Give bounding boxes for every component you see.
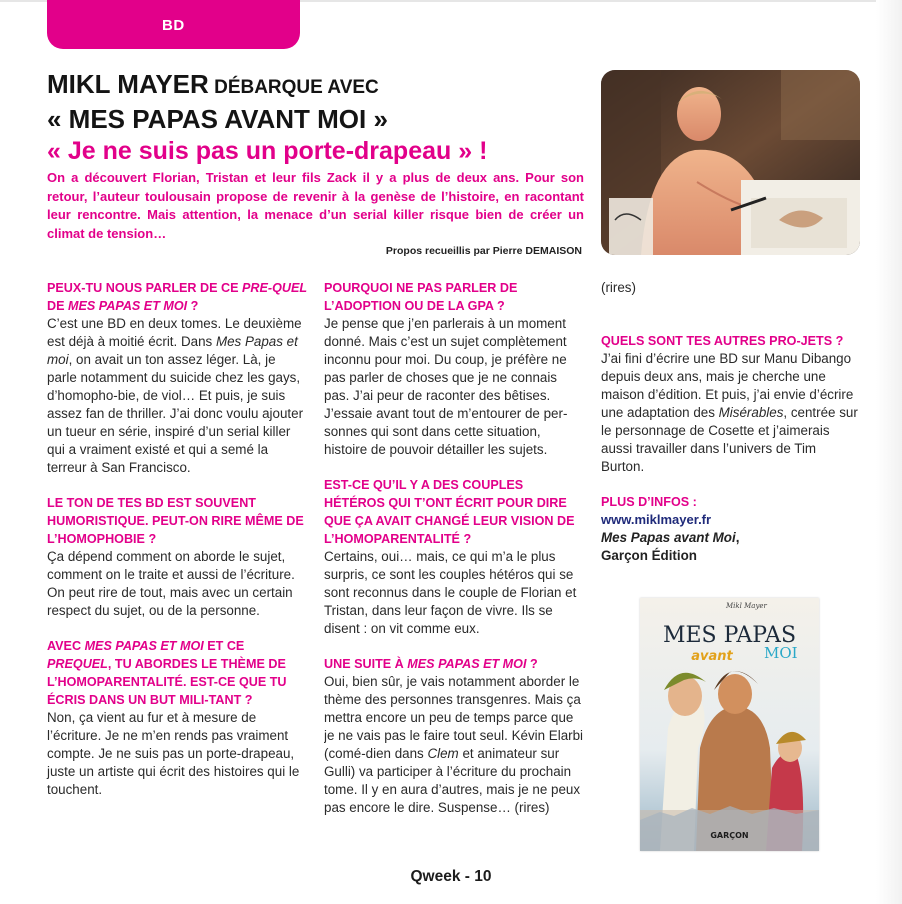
byline: Propos recueillis par Pierre DEMAISON bbox=[385, 245, 582, 257]
answer-militant: Non, ça vient au fur et à mesure de l’écriture. Je ne m’en rends pas vraiment compte. Je ne suis pas un porte-drapeau, juste un artiste qui écrit des histoires qui le touchent. bbox=[47, 710, 300, 797]
column-2 bbox=[324, 279, 586, 817]
book-cover bbox=[640, 598, 819, 851]
author-photo bbox=[601, 70, 860, 255]
section-tab bbox=[47, 0, 300, 49]
page-footer: Qweek - 10 bbox=[410, 868, 492, 885]
question-humour: LE TON DE TES BD EST SOUVENT HUMORISTIQUE. PEUT-ON RIRE MÊME DE L’HOMOPHOBIE ? bbox=[47, 496, 304, 546]
headline-line-1-rest: DÉBARQUE AVEC bbox=[208, 77, 379, 98]
page-edge-shadow bbox=[876, 0, 902, 904]
question-adoption: POURQUOI NE PAS PARLER DE L’ADOPTION OU DE LA GPA ? bbox=[324, 281, 518, 313]
more-info-heading: PLUS D’INFOS : bbox=[601, 495, 697, 509]
answer-humour: Ça dépend comment on aborde le sujet, comment on le traite et aussi de l’écriture. On peut rire de tout, mais avec un certain respect du sujet, ou de la personne. bbox=[47, 549, 295, 618]
question-suite: UNE SUITE À MES PAPAS ET MOI ? bbox=[324, 657, 538, 671]
question-heteros: EST-CE QU’IL Y A DES COUPLES HÉTÉROS QUI T’ONT ÉCRIT POUR DIRE QUE ÇA AVAIT CHANGÉ LEUR VISION DE L’HOMOPARENTALITÉ ? bbox=[324, 478, 575, 546]
book-cover-illustration bbox=[640, 598, 819, 851]
cover-title-moi: MOI bbox=[764, 644, 798, 662]
answer-suite-flow: (rires) bbox=[601, 280, 636, 295]
headline-line-2: « MES PAPAS AVANT MOI » bbox=[47, 104, 388, 134]
headline-quote: « Je ne suis pas un porte-drapeau » ! bbox=[47, 137, 488, 165]
author-name: MIKL MAYER bbox=[47, 69, 209, 99]
answer-adoption: Je pense que j’en parlerais à un moment donné. Mais c’est un sujet complètement inconnu pour moi. Du coup, je préfère ne pas parler de choses que je ne connais pas. J’ai peur de raconter des bêtises. J’essaie avant tout de m’entourer de per-sonnes qui sont dans cette situation, histoire de pouvoir détailler les sujets. bbox=[324, 316, 568, 457]
cover-title: MES PAPAS bbox=[662, 623, 797, 648]
question-militant: AVEC MES PAPAS ET MOI ET CE PREQUEL, TU ABORDES LE THÈME DE L’HOMOPARENTALITÉ. EST-CE QUE TU ÉCRIS DANS UN BUT MILI-TANT ? bbox=[47, 639, 287, 707]
headline bbox=[47, 68, 592, 168]
answer-suite: Oui, bien sûr, je vais notamment aborder le thème des personnes transgenres. Mais ça mettra encore un peu de temps parce que je ne vais pas le faire tout seul. Kévin Elarbi (comé-dien dans Clem et animateur sur Gulli) va participer à l’écriture du prochain tome. Il y en aura d’autres, mais je ne peux pas encore le dire. Suspense… (rires) bbox=[324, 674, 584, 815]
author-photo-illustration bbox=[601, 70, 860, 255]
author-website-link[interactable]: www.miklmayer.fr bbox=[601, 512, 712, 527]
cover-title-avant: avant bbox=[691, 649, 733, 664]
question-projets: QUELS SONT TES AUTRES PRO-JETS ? bbox=[601, 334, 844, 348]
column-1 bbox=[47, 279, 309, 799]
book-reference: Mes Papas avant Moi, bbox=[601, 530, 740, 545]
question-prequel: PEUX-TU NOUS PARLER DE CE PRE-QUEL DE MES PAPAS ET MOI ? bbox=[47, 281, 308, 313]
intro-paragraph: On a découvert Florian, Tristan et leur fils Zack il y a plus de deux ans. Pour son retour, l’auteur toulousain propose de revenir à la genèse de l’histoire, en racontant leur rencontre. Mais attention, la menace d’un serial killer risque bien de créer un climat de tension… bbox=[47, 170, 584, 241]
answer-heteros: Certains, oui… mais, ce qui m’a le plus surpris, ce sont les couples hétéros qui se sont reconnus dans le couple de Florian et Tristan, dans leur façon de vivre. Ils se disent : on vit comme eux. bbox=[324, 549, 577, 636]
cover-publisher-logo: GARÇON bbox=[710, 831, 749, 840]
answer-projets: J’ai fini d’écrire une BD sur Manu Dibango depuis deux ans, mais je cherche une maison d’édition. Et puis, j’ai envie d’écrire une adaptation des Misérables, centrée sur le personnage de Cosette et j’aimerais aussi travailler dans l’univers de Tim Burton. bbox=[601, 351, 858, 474]
section-tab-label: BD bbox=[162, 17, 185, 34]
answer-suite-continued bbox=[601, 279, 859, 315]
headline-line-1 bbox=[47, 68, 592, 104]
column-3 bbox=[601, 279, 859, 565]
answer-prequel: C’est une BD en deux tomes. Le deuxième est déjà à moitié écrit. Dans Mes Papas et moi, on avait un ton assez léger. Là, je parle notamment du suicide chez les gays, d’homopho-bie, de viol… Et puis, je suis assez fan de thriller. J’ai donc voulu ajouter un tueur en série, inspiré d’un serial killer qui a vraiment existé et qui a semé la terreur à San Francisco. bbox=[47, 316, 304, 475]
publisher-name: Garçon Édition bbox=[601, 548, 697, 563]
cover-signature: Mikl Mayer bbox=[726, 602, 767, 610]
